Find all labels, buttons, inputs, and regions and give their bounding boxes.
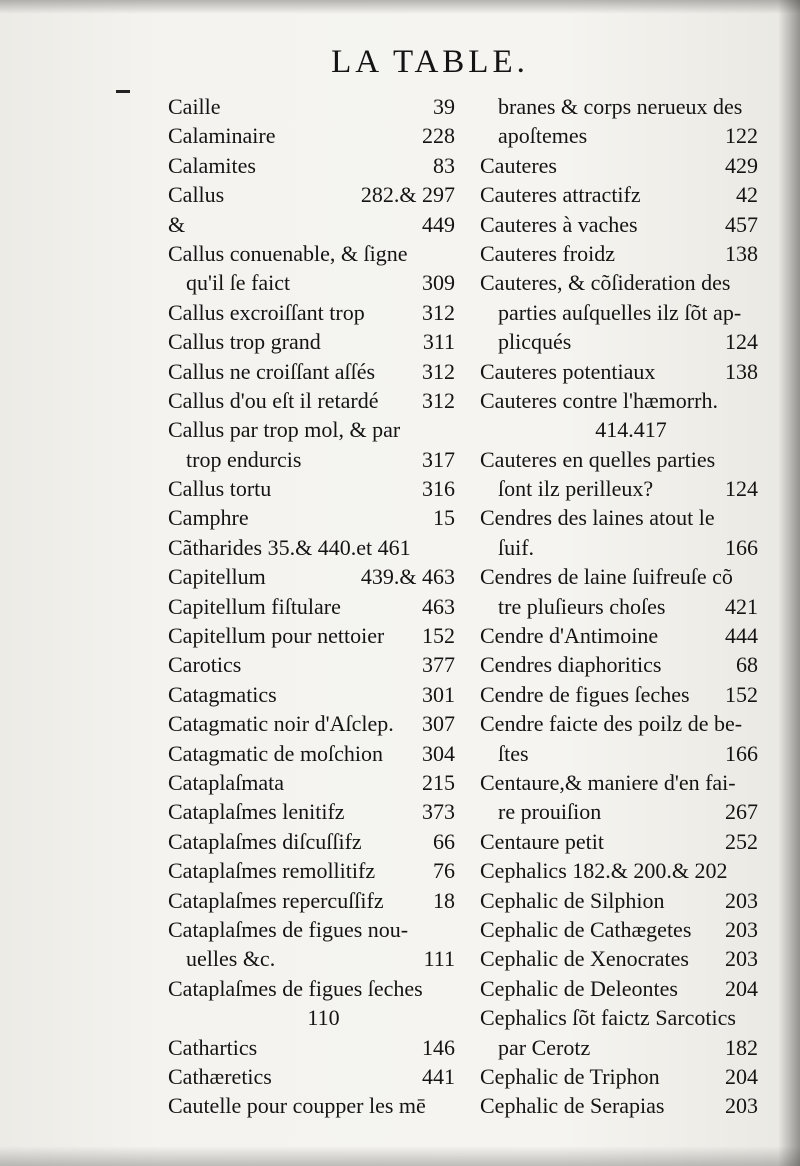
left-index-column xyxy=(168,92,455,1121)
entry-text: Cauteres contre l'hæmorrh. xyxy=(480,387,718,413)
index-entry xyxy=(168,210,455,239)
index-entry xyxy=(168,944,455,973)
entry-text: re prouiſion xyxy=(498,799,602,825)
entry-page-number: 166 xyxy=(725,534,758,560)
entry-text: Cathartics xyxy=(168,1034,258,1060)
entry-text: ſtes xyxy=(498,740,529,766)
entry-text: Cataplaſmes lenitifz xyxy=(168,799,345,825)
index-entry xyxy=(480,592,758,621)
bottom-page-shadow xyxy=(0,1146,800,1166)
index-entry xyxy=(480,1003,758,1032)
entry-text: parties auſquelles ilz ſõt ap- xyxy=(498,299,742,325)
entry-text: trop endurcis xyxy=(186,446,302,472)
entry-page-number: 203 xyxy=(725,887,758,913)
entry-page-number: 444 xyxy=(725,623,758,649)
entry-text: Cauteres attractifz xyxy=(480,182,641,208)
index-entry xyxy=(480,474,758,503)
entry-text: Cãtharides 35.& 440.et 461 xyxy=(168,534,411,560)
entry-page-number: 228 xyxy=(422,123,455,149)
index-entry xyxy=(168,239,455,268)
entry-text: Cauteres froidz xyxy=(480,240,615,266)
entry-text: Cataplaſmes de figues ſeches xyxy=(168,975,423,1001)
entry-text: Cephalic de Cathægetes xyxy=(480,916,692,942)
index-entry xyxy=(480,650,758,679)
index-entry xyxy=(480,210,758,239)
index-entry xyxy=(168,503,455,532)
index-entry xyxy=(480,1062,758,1091)
entry-text: Cataplaſmes repercuſſifz xyxy=(168,887,384,913)
entry-page-number: 203 xyxy=(725,946,758,972)
entry-page-number: 449 xyxy=(422,211,455,237)
entry-text: Cephalics 182.& 200.& 202 xyxy=(480,858,728,884)
entry-page-number: 138 xyxy=(725,358,758,384)
entry-page-number: 312 xyxy=(422,387,455,413)
entry-page-number: 124 xyxy=(725,329,758,355)
entry-page-number: 457 xyxy=(725,211,758,237)
entry-text: Cauteres, & cõſideration des xyxy=(480,270,731,296)
entry-page-number: 309 xyxy=(422,270,455,296)
entry-text: Cataplaſmes de figues nou- xyxy=(168,916,409,942)
index-entry xyxy=(168,474,455,503)
index-entry xyxy=(480,268,758,297)
index-entry xyxy=(168,445,455,474)
index-entry xyxy=(480,533,758,562)
index-entry xyxy=(480,386,758,415)
index-entry xyxy=(168,1003,455,1032)
entry-page-number: 152 xyxy=(725,681,758,707)
entry-page-number: 312 xyxy=(422,299,455,325)
entry-text: Catagmatic de moſchion xyxy=(168,740,384,766)
index-entry xyxy=(168,151,455,180)
entry-page-number: 317 xyxy=(422,446,455,472)
entry-text: & xyxy=(168,211,186,237)
index-entry xyxy=(168,268,455,297)
index-entry xyxy=(480,974,758,1003)
entry-page-number: 152 xyxy=(422,623,455,649)
index-entry xyxy=(168,533,455,562)
entry-page-number: 146 xyxy=(422,1034,455,1060)
index-entry xyxy=(168,180,455,209)
entry-page-number: 441 xyxy=(422,1063,455,1089)
index-entry xyxy=(168,386,455,415)
index-entry xyxy=(480,445,758,474)
index-entry xyxy=(480,680,758,709)
index-entry xyxy=(168,327,455,356)
entry-text: Cataplaſmata xyxy=(168,769,285,795)
entry-page-number: 252 xyxy=(725,828,758,854)
index-entry xyxy=(480,180,758,209)
entry-page-number: 421 xyxy=(725,593,758,619)
index-entry xyxy=(168,415,455,444)
index-entry xyxy=(168,680,455,709)
index-entry xyxy=(480,562,758,591)
index-entry xyxy=(480,92,758,121)
entry-text: Cephalics ſõt faictz Sarcotics xyxy=(480,1005,736,1031)
entry-text: Centaure,& maniere d'en fai- xyxy=(480,769,736,795)
entry-text: branes & corps nerueux des xyxy=(498,94,743,119)
index-entry xyxy=(480,886,758,915)
index-entry xyxy=(168,621,455,650)
index-entry xyxy=(168,827,455,856)
index-entry xyxy=(168,298,455,327)
entry-page-number: 429 xyxy=(725,152,758,178)
index-entry xyxy=(168,915,455,944)
entry-page-number: 215 xyxy=(422,769,455,795)
entry-page-number: 304 xyxy=(422,740,455,766)
entry-page-number: 182 xyxy=(725,1034,758,1060)
index-entry xyxy=(168,92,455,121)
index-entry xyxy=(480,121,758,150)
index-entry xyxy=(168,739,455,768)
index-entry xyxy=(168,121,455,150)
entry-text: Callus ne croiſſant aſſés xyxy=(168,358,376,384)
page-title: LA TABLE. xyxy=(331,44,529,80)
entry-text: Cendres de laine ſuifreuſe cõ xyxy=(480,564,733,590)
entry-text: par Cerotz xyxy=(498,1034,591,1060)
entry-page-number: 307 xyxy=(422,711,455,737)
entry-text: 110 xyxy=(307,1005,340,1031)
index-entry xyxy=(480,621,758,650)
entry-page-number: 312 xyxy=(422,358,455,384)
entry-text: Cataplaſmes diſcuſſifz xyxy=(168,828,362,854)
entry-text: Carotics xyxy=(168,652,242,678)
index-entry xyxy=(480,151,758,180)
entry-text: Cathæretics xyxy=(168,1063,272,1089)
entry-text: Cautelle pour coupper les mē xyxy=(168,1093,426,1119)
ink-mark xyxy=(116,90,130,93)
entry-text: apoſtemes xyxy=(498,123,588,149)
entry-text: Catagmatics xyxy=(168,681,277,707)
entry-page-number: 282.& 297 xyxy=(360,182,455,208)
entry-text: Cephalic de Serapias xyxy=(480,1093,665,1119)
entry-page-number: 373 xyxy=(422,799,455,825)
index-entry xyxy=(480,915,758,944)
entry-page-number: 204 xyxy=(725,975,758,1001)
entry-page-number: 68 xyxy=(736,652,758,678)
index-entry xyxy=(480,768,758,797)
entry-page-number: 76 xyxy=(433,858,455,884)
index-entry xyxy=(168,886,455,915)
entry-page-number: 15 xyxy=(433,505,455,531)
index-entry xyxy=(168,1033,455,1062)
entry-page-number: 122 xyxy=(725,123,758,149)
entry-page-number: 203 xyxy=(725,916,758,942)
entry-text: qu'il ſe faict xyxy=(186,270,291,296)
entry-page-number: 83 xyxy=(433,152,455,178)
index-entry xyxy=(480,739,758,768)
entry-text: Callus tortu xyxy=(168,476,272,502)
index-entry xyxy=(480,709,758,738)
entry-page-number: 439.& 463 xyxy=(360,564,455,590)
index-entry xyxy=(168,357,455,386)
entry-text: Callus excroiſſant trop xyxy=(168,299,365,325)
entry-page-number: 138 xyxy=(725,240,758,266)
entry-text: Callus conuenable, & ſigne xyxy=(168,240,408,266)
index-entry xyxy=(168,1062,455,1091)
entry-text: uelles &c. xyxy=(186,946,276,972)
entry-text: Cendre de figues ſeches xyxy=(480,681,690,707)
entry-text: ſuif. xyxy=(498,534,535,560)
right-index-column xyxy=(480,92,758,1121)
index-entry xyxy=(480,503,758,532)
entry-text: Cauteres en quelles parties xyxy=(480,446,716,472)
index-entry xyxy=(168,768,455,797)
right-edge-shadow xyxy=(778,0,800,1166)
index-entry xyxy=(480,415,758,444)
index-entry xyxy=(480,298,758,327)
index-entry xyxy=(168,650,455,679)
entry-text: Cendres des laines atout le xyxy=(480,505,715,531)
index-entry xyxy=(480,1033,758,1062)
entry-page-number: 166 xyxy=(725,740,758,766)
entry-page-number: 124 xyxy=(725,476,758,502)
entry-text: Capitellum pour nettoier xyxy=(168,623,385,649)
entry-text: Cendre faicte des poilz de be- xyxy=(480,711,743,737)
entry-text: 414.417 xyxy=(595,417,667,443)
index-entry xyxy=(480,856,758,885)
entry-text: Callus par trop mol, & par xyxy=(168,417,401,443)
index-entry xyxy=(480,357,758,386)
entry-page-number: 311 xyxy=(422,329,455,355)
index-entry xyxy=(168,974,455,1003)
top-page-shadow xyxy=(0,0,800,14)
index-entry xyxy=(168,1091,455,1120)
entry-page-number: 267 xyxy=(725,799,758,825)
entry-text: Capitellum xyxy=(168,564,266,590)
entry-text: Calamites xyxy=(168,152,256,178)
entry-text: Cauteres à vaches xyxy=(480,211,638,237)
index-entry xyxy=(480,797,758,826)
entry-text: Capitellum fiſtulare xyxy=(168,593,341,619)
entry-text: Cauteres xyxy=(480,152,557,178)
entry-text: Caille xyxy=(168,94,221,119)
entry-text: Callus d'ou eſt il retardé xyxy=(168,387,379,413)
entry-text: plicqués xyxy=(498,329,572,355)
entry-text: Cephalic de Deleontes xyxy=(480,975,678,1001)
entry-page-number: 42 xyxy=(736,182,758,208)
entry-text: Catagmatic noir d'Aſclep. xyxy=(168,711,394,737)
index-entry xyxy=(168,856,455,885)
index-entry xyxy=(480,1091,758,1120)
entry-text: Camphre xyxy=(168,505,249,531)
entry-page-number: 301 xyxy=(422,681,455,707)
entry-page-number: 111 xyxy=(423,946,455,972)
entry-text: Cendres diaphoritics xyxy=(480,652,662,678)
entry-page-number: 203 xyxy=(725,1093,758,1119)
index-entry xyxy=(168,709,455,738)
index-entry xyxy=(480,944,758,973)
entry-page-number: 204 xyxy=(725,1063,758,1089)
entry-text: Cephalic de Triphon xyxy=(480,1063,660,1089)
index-entry xyxy=(168,562,455,591)
entry-page-number: 18 xyxy=(433,887,455,913)
index-entry xyxy=(480,239,758,268)
entry-text: Cataplaſmes remollitifz xyxy=(168,858,376,884)
entry-text: Centaure petit xyxy=(480,828,605,854)
index-entry xyxy=(480,327,758,356)
entry-text: Cephalic de Xenocrates xyxy=(480,946,689,972)
index-entry xyxy=(480,827,758,856)
entry-text: Callus xyxy=(168,182,225,208)
index-entry xyxy=(168,592,455,621)
index-entry xyxy=(168,797,455,826)
entry-page-number: 39 xyxy=(433,94,455,119)
entry-text: tre pluſieurs choſes xyxy=(498,593,666,619)
entry-page-number: 377 xyxy=(422,652,455,678)
entry-page-number: 463 xyxy=(422,593,455,619)
entry-text: Cephalic de Silphion xyxy=(480,887,665,913)
entry-page-number: 66 xyxy=(433,828,455,854)
entry-text: Cendre d'Antimoine xyxy=(480,623,659,649)
entry-text: ſont ilz perilleux? xyxy=(498,476,654,502)
entry-text: Cauteres potentiaux xyxy=(480,358,656,384)
entry-text: Callus trop grand xyxy=(168,329,321,355)
entry-page-number: 316 xyxy=(422,476,455,502)
entry-text: Calaminaire xyxy=(168,123,276,149)
